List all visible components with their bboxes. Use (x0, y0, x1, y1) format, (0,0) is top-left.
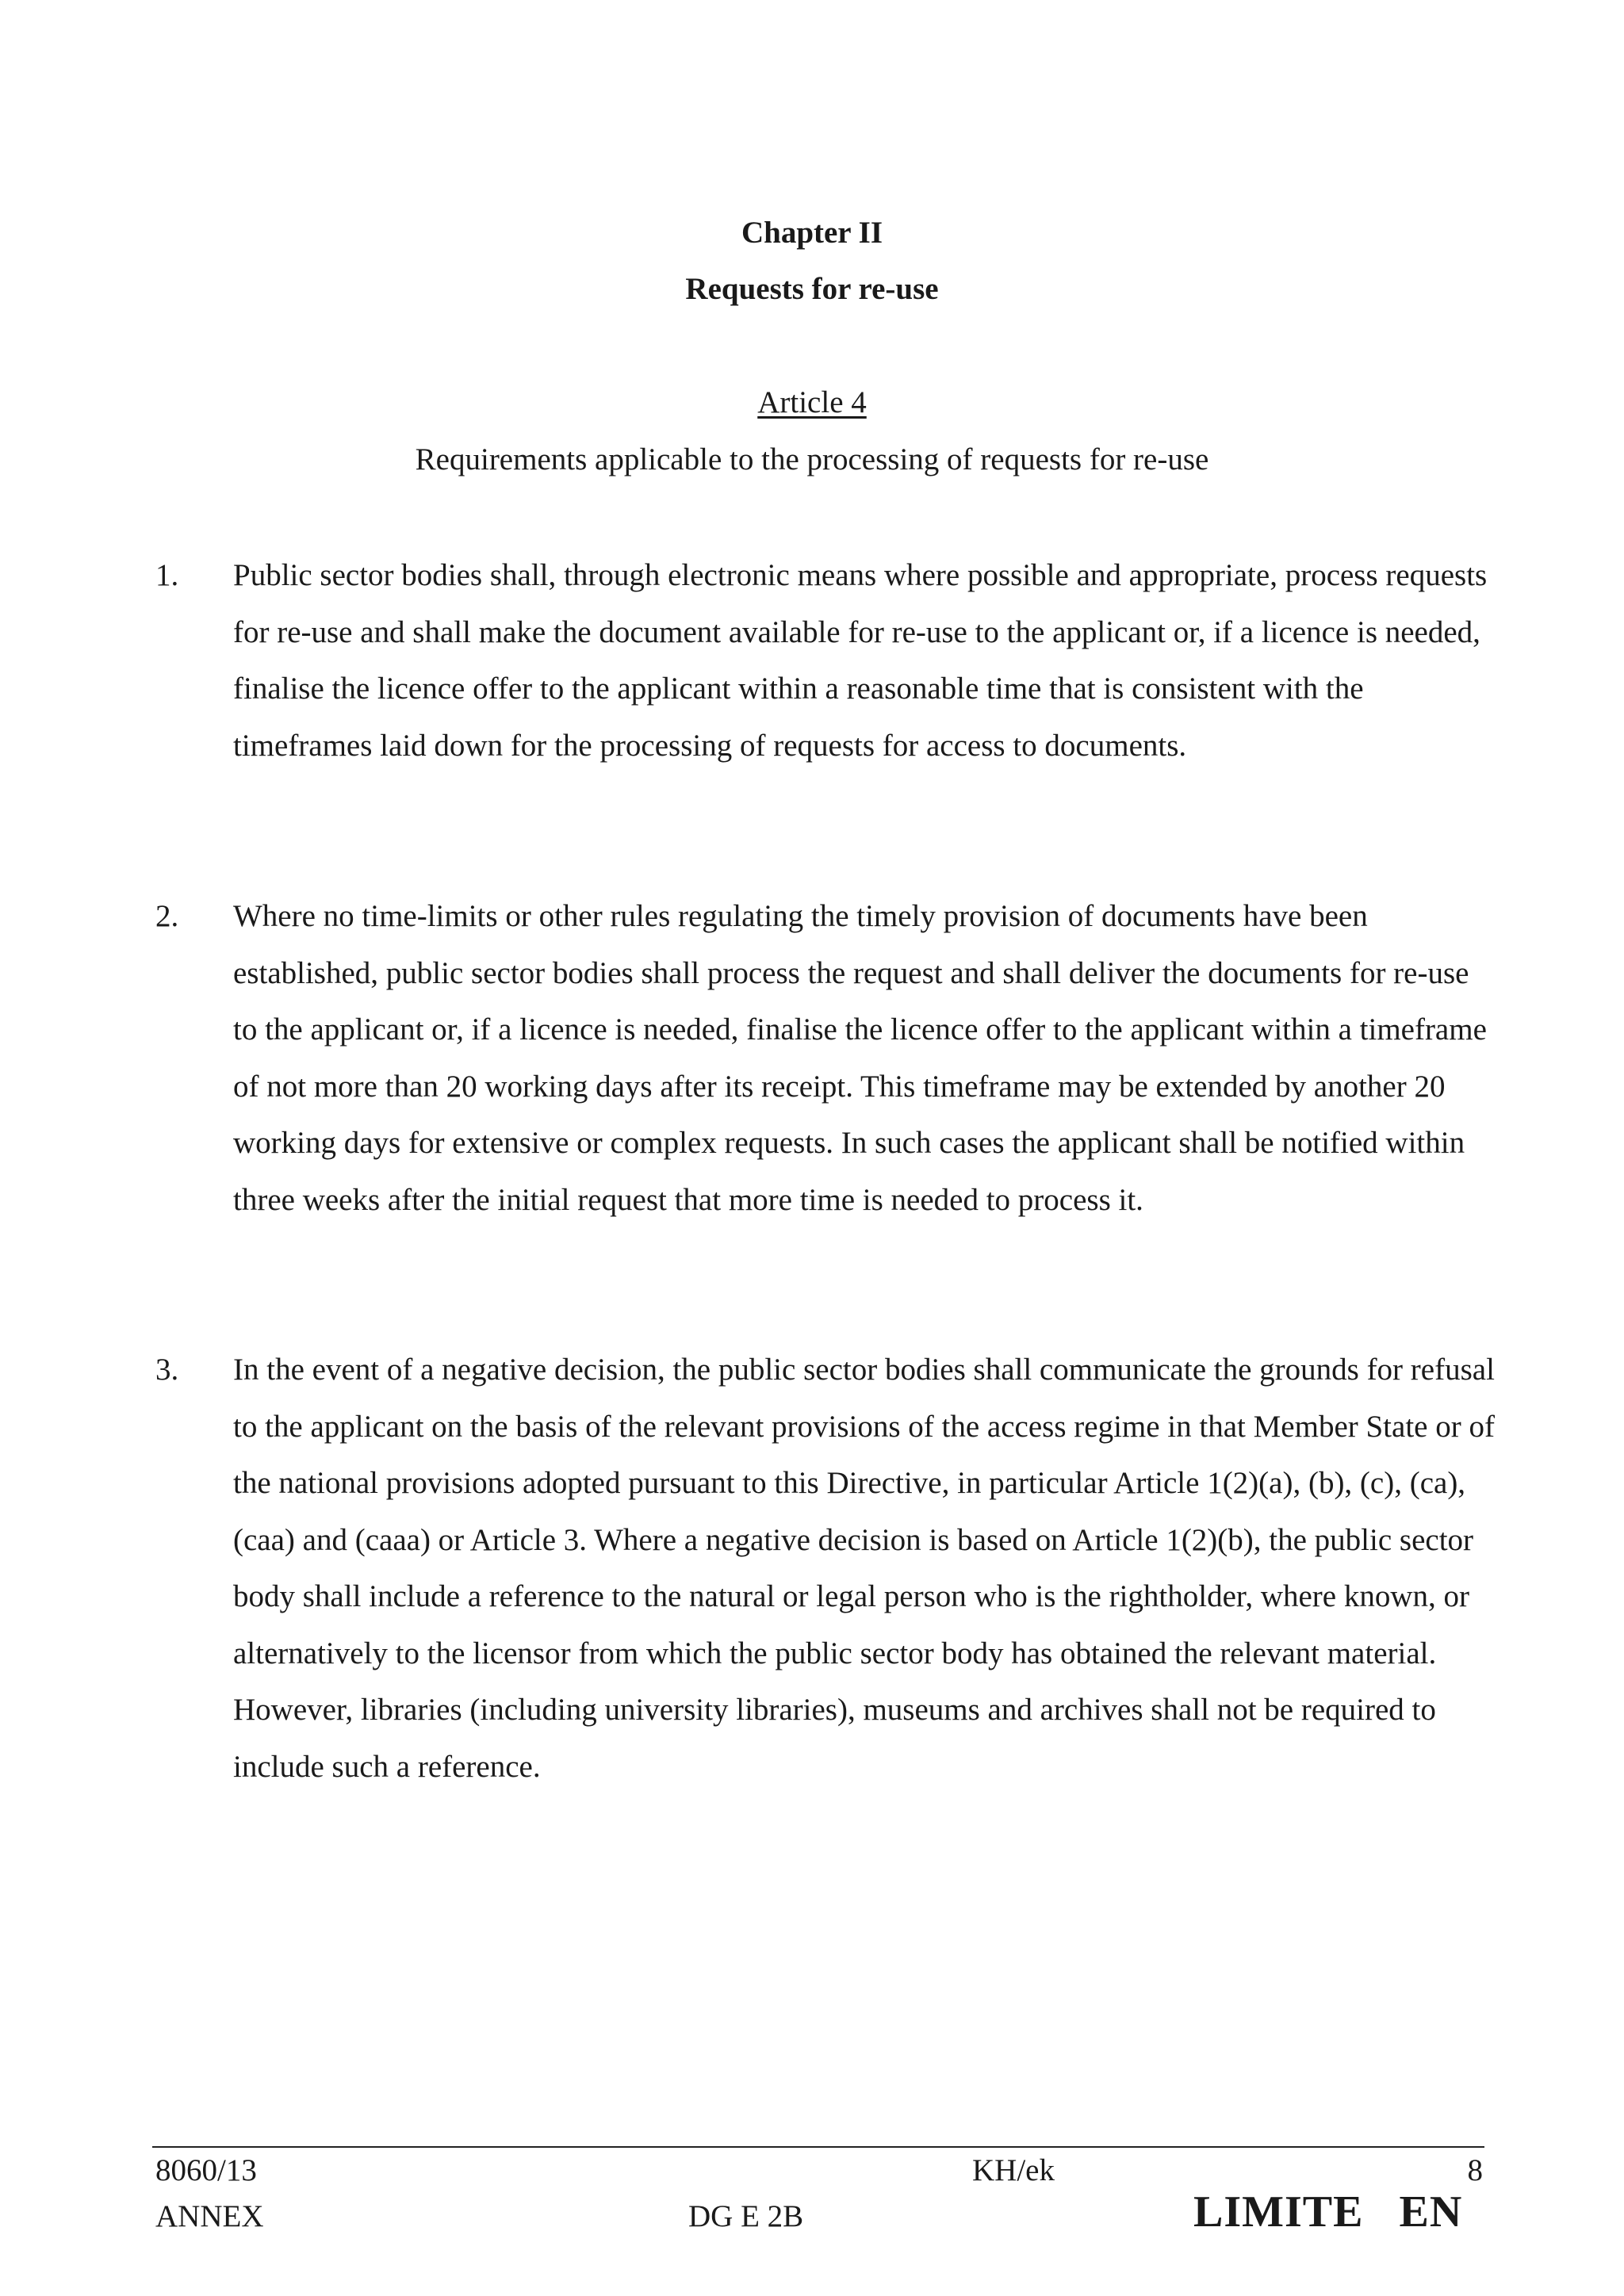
paragraph-3 (155, 1341, 1496, 1795)
footer-page-number: 8 (1467, 2153, 1483, 2187)
paragraph-number: 2. (155, 899, 179, 933)
footer-author-ref: KH/ek (972, 2153, 1055, 2187)
paragraph-text: In the event of a negative decision, the public sector bodies shall communicate the grounds for refusal to the applicant on the basis of the relevant provisions of the access regime in that Member State or of the national provisions adopted pursuant to this Directive, in particular Article 1(2)(a), (b), (c), (ca), (caa) and (caaa) or Article 3. Where a negative decision is based on Article 1(2)(b), the public sector body shall include a reference to the natural or legal person who is the rightholder, where known, or alternatively to the licensor from which the public sector body has obtained the relevant material. However, libraries (including university libraries), museums and archives shall not be required to include such a reference. (233, 1353, 1495, 1784)
footer-doc-number: 8060/13 (155, 2153, 257, 2187)
paragraph-text: Where no time-limits or other rules regulating the timely provision of documents have been established, public sector bodies shall process the request and shall deliver the documents for re-use to the applicant or, if a licence is needed, finalise the licence offer to the applicant within a timeframe of not more than 20 working days after its receipt. This timeframe may be extended by another 20 working days for extensive or complex requests. In such cases the applicant shall be notified within three weeks after the initial request that more time is needed to process it. (233, 899, 1487, 1217)
article-title: Article 4 (757, 385, 867, 419)
footer-dg-ref: DG E 2B (688, 2199, 804, 2233)
footer-divider (152, 2146, 1484, 2148)
paragraph-text: Public sector bodies shall, through electronic means where possible and appropriate, process requests for re-use and shall make the document available for re-use to the applicant or, if a licence is needed, finalise the licence offer to the applicant within a reasonable time that is consistent with the timeframes laid down for the processing of requests for access to documents. (233, 558, 1488, 763)
paragraph-number: 3. (155, 1353, 179, 1387)
footer-classification: LIMITE EN (1193, 2187, 1463, 2237)
chapter-title: Chapter II (741, 216, 883, 250)
article-subtitle: Requirements applicable to the processing of requests for re-use (415, 442, 1209, 476)
paragraph-number: 1. (155, 558, 179, 592)
chapter-subtitle: Requests for re-use (685, 272, 939, 306)
paragraph-1 (155, 547, 1496, 774)
paragraph-2 (155, 888, 1496, 1228)
footer-annex-label: ANNEX (155, 2199, 264, 2233)
